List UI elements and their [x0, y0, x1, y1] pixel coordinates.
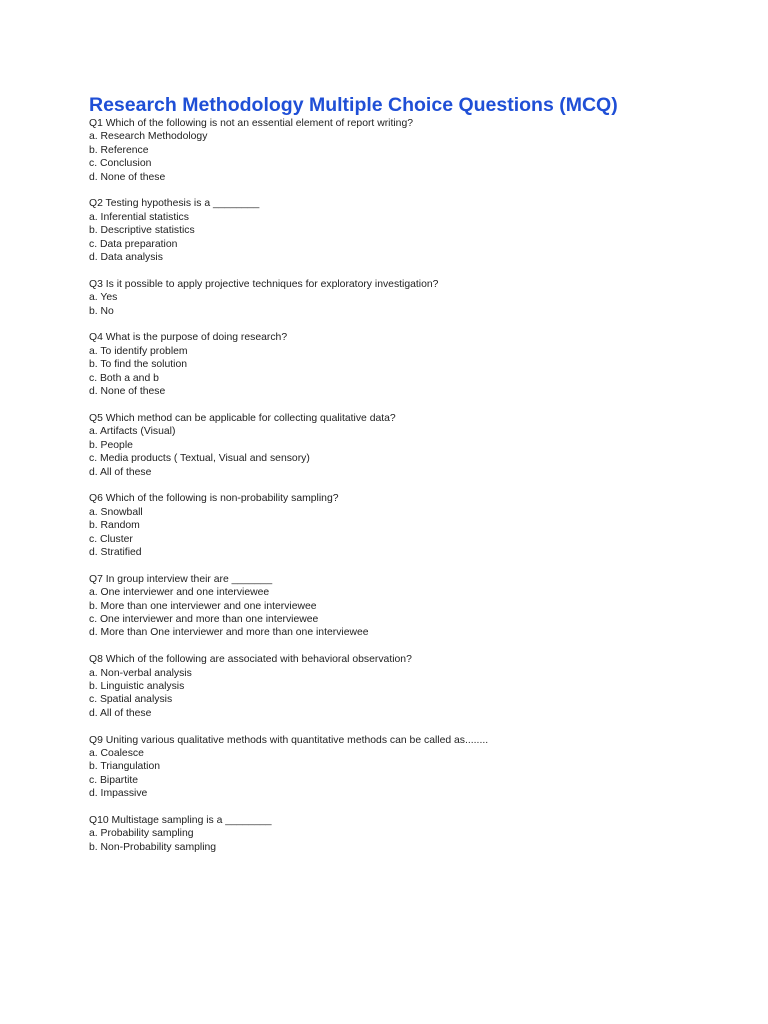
- answer-option: b. Non-Probability sampling: [89, 841, 217, 853]
- answer-option: b. Descriptive statistics: [89, 225, 195, 237]
- question-text: Q6 Which of the following is non-probability sampling?: [89, 493, 339, 505]
- question-text: Q3 Is it possible to apply projective techniques for exploratory investigation?: [89, 278, 439, 290]
- answer-options: [89, 667, 749, 721]
- answer-option: a. To identify problem: [89, 345, 188, 357]
- answer-option: a. One interviewer and one interviewee: [89, 587, 270, 599]
- answer-options: [89, 425, 749, 479]
- answer-option: a. Artifacts (Visual): [89, 426, 176, 438]
- question-list: [89, 117, 749, 854]
- answer-option: c. Data preparation: [89, 238, 178, 250]
- answer-option: c. Both a and b: [89, 372, 159, 384]
- answer-option: d. Impassive: [89, 788, 148, 800]
- answer-option: d. Stratified: [89, 546, 142, 558]
- answer-options: [89, 586, 749, 640]
- question-block-6: [89, 492, 749, 559]
- document-page: [89, 93, 749, 868]
- question-block-7: [89, 573, 749, 640]
- question-block-3: [89, 278, 749, 318]
- answer-option: c. Bipartite: [89, 774, 139, 786]
- answer-option: a. Probability sampling: [89, 828, 194, 840]
- question-text: Q5 Which method can be applicable for collecting qualitative data?: [89, 412, 396, 424]
- answer-option: c. Cluster: [89, 533, 133, 545]
- document-title: Research Methodology Multiple Choice Questions (MCQ): [89, 94, 618, 116]
- answer-option: d. All of these: [89, 707, 152, 719]
- answer-option: a. Research Methodology: [89, 131, 208, 143]
- answer-option: c. Media products ( Textual, Visual and sensory): [89, 453, 310, 465]
- question-text: Q8 Which of the following are associated with behavioral observation?: [89, 654, 412, 666]
- answer-option: a. Inferential statistics: [89, 211, 189, 223]
- question-block-9: [89, 734, 749, 801]
- answer-options: [89, 747, 749, 801]
- answer-option: b. More than one interviewer and one interviewee: [89, 600, 317, 612]
- question-block-2: [89, 197, 749, 264]
- question-text: Q7 In group interview their are _______: [89, 573, 273, 585]
- answer-option: d. None of these: [89, 171, 166, 183]
- answer-options: [89, 130, 749, 184]
- answer-option: b. People: [89, 439, 133, 451]
- answer-options: [89, 291, 749, 318]
- answer-option: b. Random: [89, 520, 140, 532]
- answer-option: c. Spatial analysis: [89, 694, 173, 706]
- question-block-1: [89, 117, 749, 184]
- question-block-10: [89, 814, 749, 854]
- answer-option: a. Snowball: [89, 506, 143, 518]
- answer-options: [89, 827, 749, 854]
- question-block-8: [89, 653, 749, 720]
- question-text: Q1 Which of the following is not an essential element of report writing?: [89, 118, 414, 129]
- answer-options: [89, 345, 749, 399]
- answer-option: b. Reference: [89, 144, 149, 156]
- question-block-5: [89, 412, 749, 479]
- answer-option: c. One interviewer and more than one interviewee: [89, 613, 319, 625]
- question-text: Q4 What is the purpose of doing research?: [89, 332, 288, 344]
- question-text: Q10 Multistage sampling is a ________: [89, 814, 272, 826]
- question-block-4: [89, 331, 749, 398]
- answer-option: b. To find the solution: [89, 359, 188, 371]
- question-text: Q2 Testing hypothesis is a ________: [89, 198, 260, 210]
- answer-option: d. More than One interviewer and more than one interviewee: [89, 627, 369, 639]
- answer-option: a. Coalesce: [89, 747, 144, 759]
- question-text: Q9 Uniting various qualitative methods with quantitative methods can be called as........: [89, 734, 489, 746]
- answer-option: b. Triangulation: [89, 761, 161, 773]
- answer-option: a. Yes: [89, 292, 118, 304]
- answer-options: [89, 506, 749, 560]
- answer-option: d. Data analysis: [89, 252, 163, 264]
- answer-option: d. All of these: [89, 466, 152, 478]
- answer-options: [89, 211, 749, 265]
- answer-option: a. Non-verbal analysis: [89, 667, 192, 679]
- answer-option: d. None of these: [89, 386, 166, 398]
- answer-option: c. Conclusion: [89, 158, 152, 170]
- answer-option: b. No: [89, 305, 114, 317]
- answer-option: b. Linguistic analysis: [89, 680, 185, 692]
